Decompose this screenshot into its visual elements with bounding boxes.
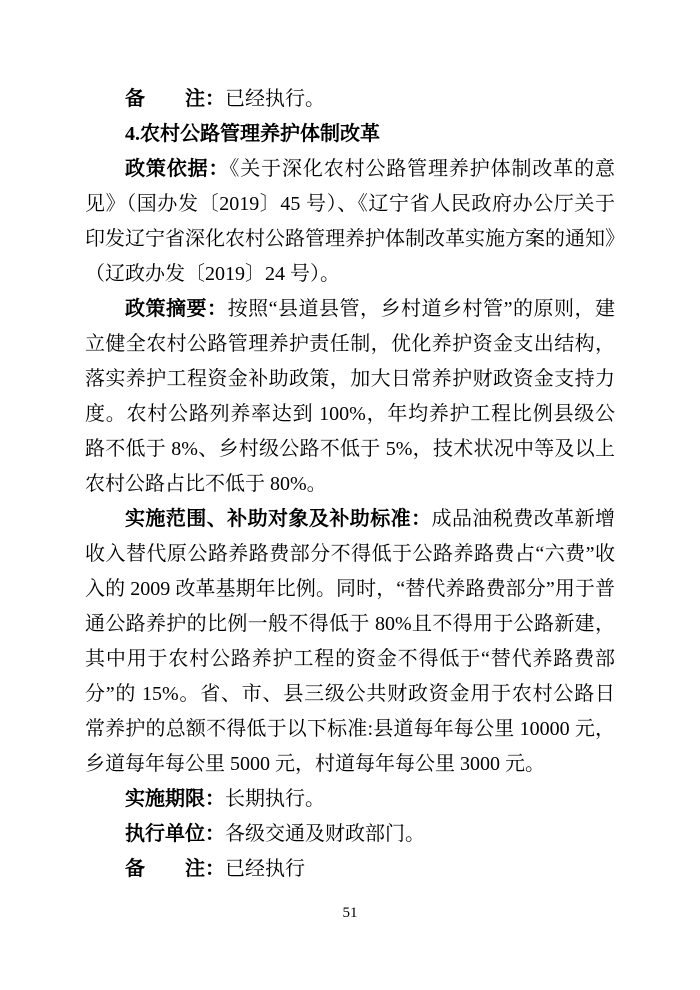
- policy-summary-label: 政策摘要：: [125, 298, 228, 320]
- note-bottom-paragraph: [85, 852, 615, 887]
- policy-summary-text: 按照“县道县管，乡村道乡村管”的原则，建立健全农村公路管理养护责任制，优化养护资金支出结构，落实养护工程资金补助政策，加大日常养护财政资金支持力度。农村公路列养率达到 100%，年均养护工程比例县级公路不低于 8%、乡村级公路不低于 5%，技术状况中等及以上农村公路占比不低于 80%。: [85, 298, 616, 495]
- unit-label: 执行单位：: [125, 823, 225, 845]
- section-heading: 4.农村公路管理养护体制改革: [125, 123, 380, 145]
- note-bottom-label: 备 注：: [125, 858, 225, 880]
- period-paragraph: [85, 782, 615, 817]
- policy-basis-label: 政策依据：: [125, 158, 230, 180]
- scope-text: 成品油税费改革新增收入替代原公路养路费部分不得低于公路养路费占“六费”收入的 2009 改革基期年比例。同时，“替代养路费部分”用于普通公路养护的比例一般不得低于 80%且不得用于公路新建，其中用于农村公路养护工程的资金不得低于“替代养路费部分”的 15%。省、市、县三级公共财政资金用于农村公路日常养护的总额不得低于以下标准:县道每年每公里 10000 元，乡道每年每公里 5000 元，村道每年每公里 3000 元。: [85, 508, 616, 775]
- note-top-label: 备 注：: [125, 88, 225, 110]
- unit-paragraph: [85, 817, 615, 852]
- period-label: 实施期限：: [125, 788, 225, 810]
- note-top-paragraph: [85, 82, 615, 117]
- policy-basis-paragraph: [85, 152, 615, 292]
- unit-text: 各级交通及财政部门。: [225, 823, 425, 845]
- page-number: 51: [342, 905, 358, 921]
- document-body: [85, 82, 615, 887]
- note-top-text: 已经执行。: [225, 88, 325, 110]
- scope-label: 实施范围、补助对象及补助标准：: [125, 508, 432, 530]
- policy-basis-text: 《关于深化农村公路管理养护体制改革的意见》（国办发〔2019〕45 号）、《辽宁省人民政府办公厅关于印发辽宁省深化农村公路管理养护体制改革实施方案的通知》（辽政办发〔2019〕24 号）。: [85, 158, 616, 285]
- scope-paragraph: [85, 502, 615, 782]
- policy-summary-paragraph: [85, 292, 615, 502]
- note-bottom-text: 已经执行: [225, 858, 305, 880]
- period-text: 长期执行。: [225, 788, 325, 810]
